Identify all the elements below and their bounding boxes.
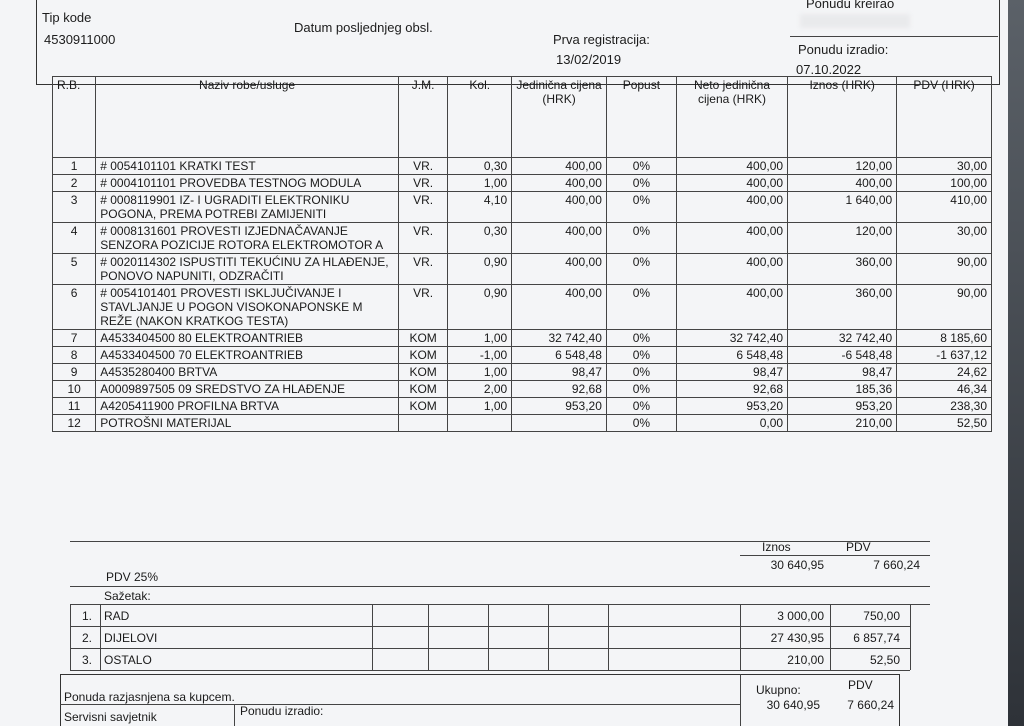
table-row	[53, 285, 992, 330]
servisni-savjetnik-label: Servisni savjetnik	[64, 710, 157, 724]
prva-registracija-value: 13/02/2019	[556, 52, 622, 67]
cell-kol: 0,90	[448, 285, 512, 330]
cell-naziv: # 0020114302 ISPUSTITI TEKUĆINU ZA HLAĐENJE, PONOVO NAPUNITI, ODZRAČITI	[96, 254, 399, 285]
ukupno-value: 30 640,95	[766, 698, 820, 712]
cell-pdv: -1 637,12	[897, 347, 992, 364]
cell-pdv: 100,00	[897, 175, 992, 192]
col-naziv: Naziv robe/usluge	[96, 77, 399, 158]
cell-rb: 4	[53, 223, 96, 254]
table-row	[53, 158, 992, 175]
summary-rb: 3.	[82, 653, 93, 667]
cell-popust: 0%	[606, 347, 676, 364]
cell-popust: 0%	[606, 285, 676, 330]
cell-cijena: 400,00	[512, 223, 607, 254]
cell-cijena: 6 548,48	[512, 347, 607, 364]
cell-pdv: 52,50	[897, 415, 992, 432]
totals-iznos-value: 30 640,95	[770, 558, 824, 572]
cell-jm: KOM	[398, 330, 447, 347]
cell-popust: 0%	[606, 415, 676, 432]
cell-kol	[448, 415, 512, 432]
footer-pdv-value: 7 660,24	[847, 698, 894, 712]
totals-pdv-value: 7 660,24	[873, 558, 920, 572]
cell-jm: VR.	[398, 192, 447, 223]
redacted-name	[800, 14, 910, 28]
cell-popust: 0%	[606, 364, 676, 381]
cell-rb: 7	[53, 330, 96, 347]
summary-pdv: 52,50	[869, 653, 900, 667]
cell-jm: KOM	[398, 364, 447, 381]
table-row	[53, 347, 992, 364]
cell-cijena: 400,00	[512, 192, 607, 223]
totals-pdv-label: PDV	[846, 540, 871, 554]
cell-popust: 0%	[606, 223, 676, 254]
cell-neto: 400,00	[676, 175, 787, 192]
summary-iznos: 210,00	[787, 653, 824, 667]
cell-naziv: # 0054101101 KRATKI TEST	[96, 158, 399, 175]
cell-kol: 1,00	[448, 398, 512, 415]
cell-iznos: 360,00	[788, 285, 897, 330]
cell-jm: KOM	[398, 398, 447, 415]
cell-jm: VR.	[398, 223, 447, 254]
cell-rb: 8	[53, 347, 96, 364]
cell-cijena: 98,47	[512, 364, 607, 381]
totals-iznos-label: Iznos	[762, 540, 791, 554]
ukupno-label: Ukupno:	[756, 683, 801, 697]
cell-iznos: 120,00	[788, 158, 897, 175]
cell-cijena: 400,00	[512, 285, 607, 330]
cell-neto: 400,00	[676, 223, 787, 254]
summary-title: Sažetak:	[104, 589, 151, 603]
tip-kode-value: 4530911000	[44, 32, 116, 47]
cell-rb: 11	[53, 398, 96, 415]
cell-kol: 0,30	[448, 158, 512, 175]
cell-neto: 953,20	[676, 398, 787, 415]
cell-cijena: 92,68	[512, 381, 607, 398]
cell-pdv: 90,00	[897, 285, 992, 330]
cell-iznos: 120,00	[788, 223, 897, 254]
cell-cijena: 32 742,40	[512, 330, 607, 347]
table-row	[53, 175, 992, 192]
col-rb: R.B.	[53, 77, 96, 158]
cell-naziv: # 0054101401 PROVESTI ISKLJUČIVANJE I STAVLJANJE U POGON VISOKONAPONSKE M REŽE (NAKON KRATKOG TESTA)	[96, 285, 399, 330]
cell-cijena: 400,00	[512, 175, 607, 192]
cell-iznos: 400,00	[788, 175, 897, 192]
items-table	[52, 76, 992, 432]
col-jm: J.M.	[398, 77, 447, 158]
cell-kol: 0,30	[448, 223, 512, 254]
cell-jm: VR.	[398, 158, 447, 175]
table-row	[53, 415, 992, 432]
pdv-rate-label: PDV 25%	[106, 570, 159, 584]
summary-pdv: 6 857,74	[853, 631, 900, 645]
cell-cijena: 400,00	[512, 254, 607, 285]
cell-neto: 32 742,40	[676, 330, 787, 347]
cell-cijena	[512, 415, 607, 432]
summary-iznos: 27 430,95	[770, 631, 824, 645]
cell-kol: 1,00	[448, 175, 512, 192]
cell-naziv: A4533404500 70 ELEKTROANTRIEB	[96, 347, 399, 364]
cell-naziv: POTROŠNI MATERIJAL	[96, 415, 399, 432]
cell-kol: 1,00	[448, 364, 512, 381]
table-row	[53, 364, 992, 381]
cell-kol: -1,00	[448, 347, 512, 364]
cell-neto: 400,00	[676, 254, 787, 285]
cell-popust: 0%	[606, 398, 676, 415]
cell-popust: 0%	[606, 158, 676, 175]
cell-iznos: 1 640,00	[788, 192, 897, 223]
cell-kol: 1,00	[448, 330, 512, 347]
cell-neto: 98,47	[676, 364, 787, 381]
table-row	[53, 330, 992, 347]
cell-naziv: # 0004101101 PROVEDBA TESTNOG MODULA	[96, 175, 399, 192]
tip-kode-label: Tip kode	[42, 10, 92, 25]
cell-naziv: A4535280400 BRTVA	[96, 364, 399, 381]
cell-cijena: 953,20	[512, 398, 607, 415]
cell-naziv: A4533404500 80 ELEKTROANTRIEB	[96, 330, 399, 347]
ponudu-kreirao-label: Ponudu kreirao	[806, 0, 895, 11]
cell-pdv: 24,62	[897, 364, 992, 381]
cell-rb: 2	[53, 175, 96, 192]
cell-neto: 400,00	[676, 192, 787, 223]
table-row	[53, 192, 992, 223]
prva-registracija-label: Prva registracija:	[553, 32, 650, 47]
cell-naziv: # 0008131601 PROVESTI IZJEDNAČAVANJE SENZORA POZICIJE ROTORA ELEKTROMOTOR A	[96, 223, 399, 254]
col-pdv: PDV (HRK)	[897, 77, 992, 158]
cell-kol: 0,90	[448, 254, 512, 285]
cell-pdv: 46,34	[897, 381, 992, 398]
cell-naziv: A0009897505 09 SREDSTVO ZA HLAĐENJE	[96, 381, 399, 398]
cell-neto: 92,68	[676, 381, 787, 398]
summary-rb: 2.	[82, 631, 93, 645]
table-row	[53, 254, 992, 285]
cell-popust: 0%	[606, 381, 676, 398]
table-row	[53, 381, 992, 398]
cell-pdv: 90,00	[897, 254, 992, 285]
ponudu-izradio-value: 07.10.2022	[796, 62, 862, 77]
cell-rb: 1	[53, 158, 96, 175]
cell-rb: 9	[53, 364, 96, 381]
cell-iznos: 360,00	[788, 254, 897, 285]
cell-rb: 12	[53, 415, 96, 432]
cell-neto: 6 548,48	[676, 347, 787, 364]
cell-naziv: # 0008119901 IZ- I UGRADITI ELEKTRONIKU POGONA, PREMA POTREBI ZAMIJENITI	[96, 192, 399, 223]
cell-jm: VR.	[398, 175, 447, 192]
col-cijena: Jedinična cijena (HRK)	[512, 77, 607, 158]
cell-naziv: A4205411900 PROFILNA BRTVA	[96, 398, 399, 415]
table-row	[53, 223, 992, 254]
cell-rb: 3	[53, 192, 96, 223]
cell-popust: 0%	[606, 175, 676, 192]
cell-rb: 6	[53, 285, 96, 330]
header-divider	[790, 36, 998, 37]
table-header-row	[53, 77, 992, 158]
cell-iznos: -6 548,48	[788, 347, 897, 364]
cell-pdv: 30,00	[897, 223, 992, 254]
cell-pdv: 410,00	[897, 192, 992, 223]
cell-pdv: 8 185,60	[897, 330, 992, 347]
background-edge	[1008, 0, 1024, 726]
cell-popust: 0%	[606, 330, 676, 347]
cell-neto: 0,00	[676, 415, 787, 432]
cell-rb: 10	[53, 381, 96, 398]
summary-label: DIJELOVI	[104, 631, 158, 645]
cell-iznos: 185,36	[788, 381, 897, 398]
col-iznos: Iznos (HRK)	[788, 77, 897, 158]
cell-popust: 0%	[606, 254, 676, 285]
summary-pdv: 750,00	[863, 609, 900, 623]
summary-label: RAD	[104, 609, 130, 623]
cell-jm: VR.	[398, 254, 447, 285]
col-popust: Popust	[606, 77, 676, 158]
cell-neto: 400,00	[676, 158, 787, 175]
summary-iznos: 3 000,00	[777, 609, 824, 623]
table-row	[53, 398, 992, 415]
footer-pdv-label: PDV	[848, 678, 873, 692]
cell-jm	[398, 415, 447, 432]
cell-iznos: 32 742,40	[788, 330, 897, 347]
cell-neto: 400,00	[676, 285, 787, 330]
cell-pdv: 30,00	[897, 158, 992, 175]
cell-jm: KOM	[398, 347, 447, 364]
summary-rb: 1.	[82, 609, 93, 623]
cell-popust: 0%	[606, 192, 676, 223]
cell-iznos: 98,47	[788, 364, 897, 381]
cell-pdv: 238,30	[897, 398, 992, 415]
razjasnjena-text: Ponuda razjasnjena sa kupcem.	[64, 690, 235, 704]
col-neto: Neto jedinična cijena (HRK)	[676, 77, 787, 158]
cell-jm: KOM	[398, 381, 447, 398]
summary-label: OSTALO	[104, 653, 152, 667]
cell-iznos: 953,20	[788, 398, 897, 415]
cell-kol: 4,10	[448, 192, 512, 223]
col-kol: Kol.	[448, 77, 512, 158]
cell-iznos: 210,00	[788, 415, 897, 432]
cell-kol: 2,00	[448, 381, 512, 398]
cell-rb: 5	[53, 254, 96, 285]
datum-label: Datum posljednjeg obsl.	[294, 20, 433, 35]
cell-cijena: 400,00	[512, 158, 607, 175]
ponudu-izradio-label: Ponudu izradio:	[798, 42, 889, 57]
cell-jm: VR.	[398, 285, 447, 330]
footer-izradio-label: Ponudu izradio:	[240, 704, 324, 718]
